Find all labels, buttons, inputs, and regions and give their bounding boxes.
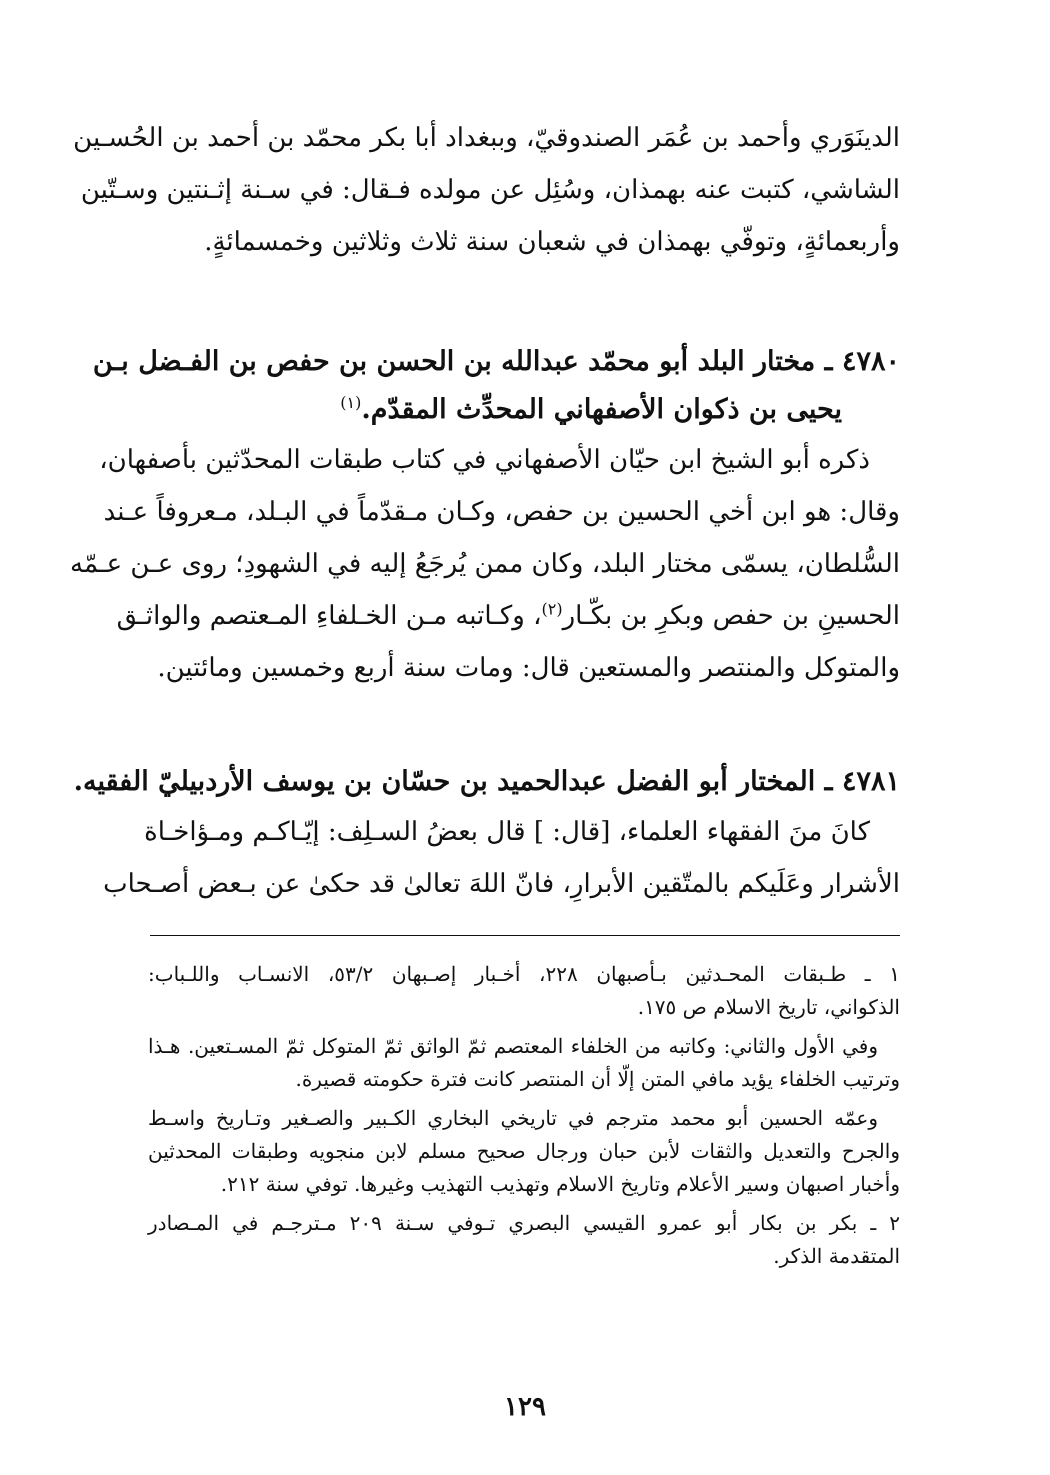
footnote-marker: (١): [340, 393, 362, 412]
footnote-line: والجرح والتعديل والثقات لأبن حبان ورجال صحيح مسلم لابن منجويه وطبقات المحدثين: [148, 1139, 900, 1163]
heading-line: ٤٧٨٠ ـ مختار البلد أبو محمّد عبدالله بن الحسن بن حفص بن الفـضل بـن: [92, 346, 900, 377]
footnote-line: وعمّه الحسين أبو محمد مترجم في تاريخي البخاري الكـبير والصـغير وتـاريخ واسـط: [148, 1106, 878, 1130]
footnote-line: وفي الأول والثاني: وكاتبه من الخلفاء المعتصم ثمّ الواثق ثمّ المتوكل ثمّ المسـتعين. هـذا: [148, 1034, 878, 1058]
footnote-line: وترتيب الخلفاء يؤيد مافي المتن إلّا أن المنتصر كانت فترة حكومته قصيرة.: [295, 1067, 900, 1091]
text-line: [116, 590, 900, 642]
text-line: ذكره أبو الشيخ ابن حيّان الأصفهاني في كتاب طبقات المحدّثين بأصفهان،: [99, 445, 870, 475]
entry-4780-heading: [92, 338, 900, 434]
entry-4780-paragraph: [70, 434, 900, 694]
footnote-line: ٢ ـ بكر بن بكار أبو عمرو القيسي البصري تـوفي سـنة ٢٠٩ مـترجـم في المـصادر: [148, 1211, 900, 1235]
footnote-divider: [150, 935, 900, 936]
footnote-marker: (٢): [541, 599, 563, 619]
continuation-paragraph: [73, 112, 900, 268]
footnote-2: [148, 1207, 900, 1273]
text-line: الدينَوَري وأحمد بن عُمَر الصندوقيّ، وببغداد أبا بكر محمّد بن أحمد بن الحُسـين: [73, 123, 900, 153]
footnote-line: المتقدمة الذكر.: [773, 1244, 900, 1268]
text-line: الأشرار وعَلَيكم بالمتّقين الأبرارِ، فانّ اللهَ تعالىٰ قد حكىٰ عن بـعض أصـحاب: [103, 869, 900, 899]
footnote-1-note: [148, 1030, 900, 1096]
text-segment: الحسينِ بن حفص وبكرِ بن بكّـار: [562, 601, 900, 631]
footnotes: [148, 958, 900, 1279]
footnote-line: الذكواني، تاريخ الاسلام ص ١٧٥.: [637, 995, 900, 1019]
heading-text: يحيى بن ذكوان الأصفهاني المحدِّث المقدّم.: [361, 394, 842, 425]
footnote-line: ١ ـ طـبقات المحـدثين بـأصبهان ٢٢٨، أخـبار إصـبهان ٥٣/٢، الانسـاب واللـباب:: [148, 962, 901, 986]
page-body: [70, 112, 900, 910]
text-line: كانَ منَ الفقهاء العلماء، [قال: ] قال بعضُ السـلِف: إيّـاكـم ومـؤاخـاة: [144, 817, 870, 847]
footnote-1: [148, 958, 900, 1024]
entry-4781-heading: [73, 758, 900, 806]
footnote-line: وأخبار اصبهان وسير الأعلام وتاريخ الاسلام وتهذيب التهذيب وغيرها. توفي سنة ٢١٢.: [220, 1172, 900, 1196]
entry-4781-paragraph: [103, 806, 900, 910]
text-line: السُّلطان، يسمّى مختار البلد، وكان ممن يُرجَعُ إليه في الشهودِ؛ روى عـن عـمّه: [70, 549, 900, 579]
heading-line: ٤٧٨١ ـ المختار أبو الفضل عبدالحميد بن حسّان بن يوسف الأردبيليّ الفقيه.: [73, 766, 900, 797]
text-segment: ، وكـاتبه مـن الخـلفاءِ المـعتصم والواثـق: [116, 601, 542, 631]
footnote-1-extra: [148, 1102, 900, 1201]
text-line: والمتوكل والمنتصر والمستعين قال: ومات سنة أربع وخمسين ومائتين.: [157, 653, 900, 683]
text-line: الشاشي، كتبت عنه بهمذان، وسُئِل عن مولده فـقال: في سـنة إثـنتين وسـتّين: [80, 175, 900, 205]
page-number: ١٢٩: [504, 1392, 546, 1422]
heading-line: [148, 386, 900, 434]
text-line: وأربعمائةٍ، وتوفّي بهمذان في شعبان سنة ثلاث وثلاثين وخمسمائةٍ.: [204, 227, 900, 257]
text-line: وقال: هو ابن أخي الحسين بن حفص، وكـان مـقدّماً في البـلد، مـعروفاً عـند: [103, 497, 900, 527]
